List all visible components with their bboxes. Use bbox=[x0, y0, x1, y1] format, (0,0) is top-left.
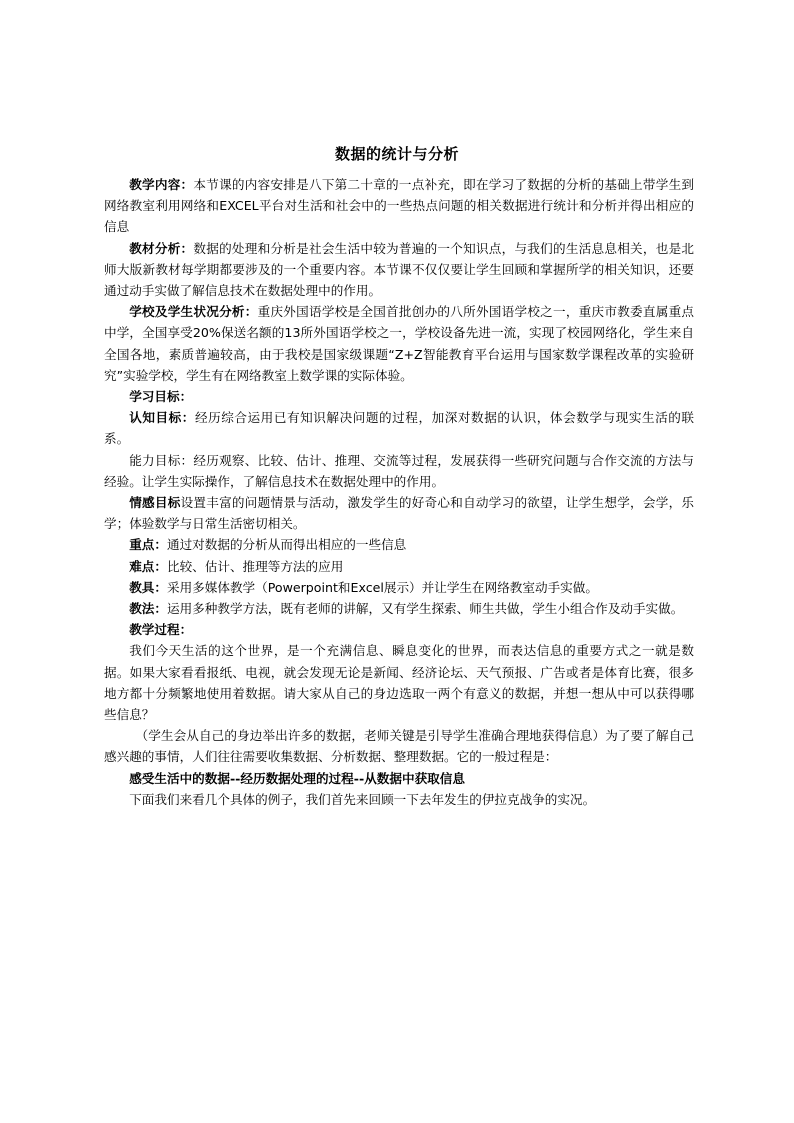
paragraph-label: 教学过程： bbox=[129, 622, 193, 638]
paragraph-cognitive-goal bbox=[104, 407, 694, 449]
paragraph-label: 感受生活中的数据--经历数据处理的过程--从数据中获取信息 bbox=[129, 770, 465, 786]
paragraph-data-process-flow bbox=[104, 768, 694, 789]
paragraph-text: （学生会从自己的身边举出许多的数据，老师关键是引导学生准确合理地获得信息）为了要了解自己感兴趣的事情，人们往往需要收集数据、分析数据、整理数据。它的一般过程是： bbox=[104, 728, 694, 765]
paragraph-teaching-process bbox=[104, 619, 694, 640]
paragraph-label: 难点： bbox=[129, 558, 167, 574]
paragraph-text: 数据的处理和分析是社会生活中较为普遍的一个知识点，与我们的生活息息相关，也是北师大版新教材每学期都要涉及的一个重要内容。本节课不仅仅要让学生回顾和掌握所学的相关知识，还要通过动手实做了解信息技术在数据处理中的作用。 bbox=[104, 240, 695, 299]
paragraph-text: 本节课的内容安排是八下第二十章的一点补充，即在学习了数据的分析的基础上带学生到网络教室利用网络和EXCEL平台对生活和社会中的一些热点问题的相关数据进行统计和分析并得出相应的信息 bbox=[104, 177, 695, 235]
paragraph-label: 学校及学生状况分析： bbox=[129, 304, 258, 320]
paragraph-teaching-aids bbox=[104, 577, 694, 598]
paragraph-label: 教法： bbox=[129, 601, 167, 617]
paragraph-text: 重庆外国语学校是全国首批创办的八所外国语学校之一，重庆市教委直属重点中学，全国享受20%保送名额的13所外国语学校之一，学校设备先进一流，实现了校园网络化，学生来自全国各地，素质普遍较高，由于我校是国家级课题“Z+Z智能教育平台运用与国家数学课程改革的实验研究”实验学校，学生有在网络教室上数学课的实际体验。 bbox=[104, 304, 695, 383]
document-title: 数据的统计与分析 bbox=[334, 145, 459, 163]
paragraph-text: 运用多种教学方法，既有老师的讲解，又有学生探索、师生共做，学生小组合作及动手实做。 bbox=[166, 601, 684, 617]
paragraph-school-analysis bbox=[104, 301, 694, 386]
paragraph-text: 比较、估计、推理等方法的应用 bbox=[166, 558, 344, 574]
paragraph-world-of-data bbox=[104, 640, 694, 725]
paragraph-text: 采用多媒体教学（Powerpoint和Excel展示）并让学生在网络教室动手实做。 bbox=[166, 579, 598, 595]
paragraph-teaching-method bbox=[104, 598, 694, 619]
document-body bbox=[104, 174, 694, 810]
paragraph-ability-goal bbox=[104, 450, 694, 492]
paragraph-label: 重点： bbox=[129, 537, 167, 553]
paragraph-text: 下面我们来看几个具体的例子，我们首先来回顾一下去年发生的伊拉克战争的实况。 bbox=[129, 791, 596, 807]
paragraph-students-examples bbox=[104, 725, 694, 767]
paragraph-text: 设置丰富的问题情景与活动，激发学生的好奇心和自动学习的欲望，让学生想学，会学，乐学；体验数学与日常生活密切相关。 bbox=[104, 495, 695, 532]
paragraph-text: 经历综合运用已有知识解决问题的过程，加深对数据的认识，体会数学与现实生活的联系。 bbox=[104, 410, 695, 447]
paragraph-text: 通过对数据的分析从而得出相应的一些信息 bbox=[166, 537, 407, 553]
paragraph-label: 情感目标 bbox=[129, 495, 181, 511]
paragraph-iraq-example bbox=[104, 789, 694, 810]
paragraph-difficulty bbox=[104, 556, 694, 577]
paragraph-text: 能力目标：经历观察、比较、估计、推理、交流等过程，发展获得一些研究问题与合作交流的方法与经验。让学生实际操作，了解信息技术在数据处理中的作用。 bbox=[104, 452, 694, 489]
paragraph-text: 我们今天生活的这个世界，是一个充满信息、瞬息变化的世界，而表达信息的重要方式之一就是数据。如果大家看看报纸、电视，就会发现无论是新闻、经济论坛、天气预报、广告或者是体育比赛，很多地方都十分频繁地使用着数据。请大家从自己的身边选取一两个有意义的数据，并想一想从中可以获得哪些信息？ bbox=[104, 643, 694, 723]
paragraph-key-point bbox=[104, 534, 694, 555]
paragraph-label: 教材分析： bbox=[129, 240, 194, 256]
paragraph-label: 认知目标： bbox=[129, 410, 195, 426]
paragraph-learning-goals bbox=[104, 386, 694, 407]
paragraph-label: 学习目标： bbox=[129, 389, 193, 405]
paragraph-emotional-goal bbox=[104, 492, 694, 534]
paragraph-textbook-analysis bbox=[104, 238, 694, 302]
paragraph-teaching-content bbox=[104, 174, 694, 238]
paragraph-label: 教学内容： bbox=[129, 177, 194, 192]
paragraph-label: 教具： bbox=[129, 579, 167, 595]
